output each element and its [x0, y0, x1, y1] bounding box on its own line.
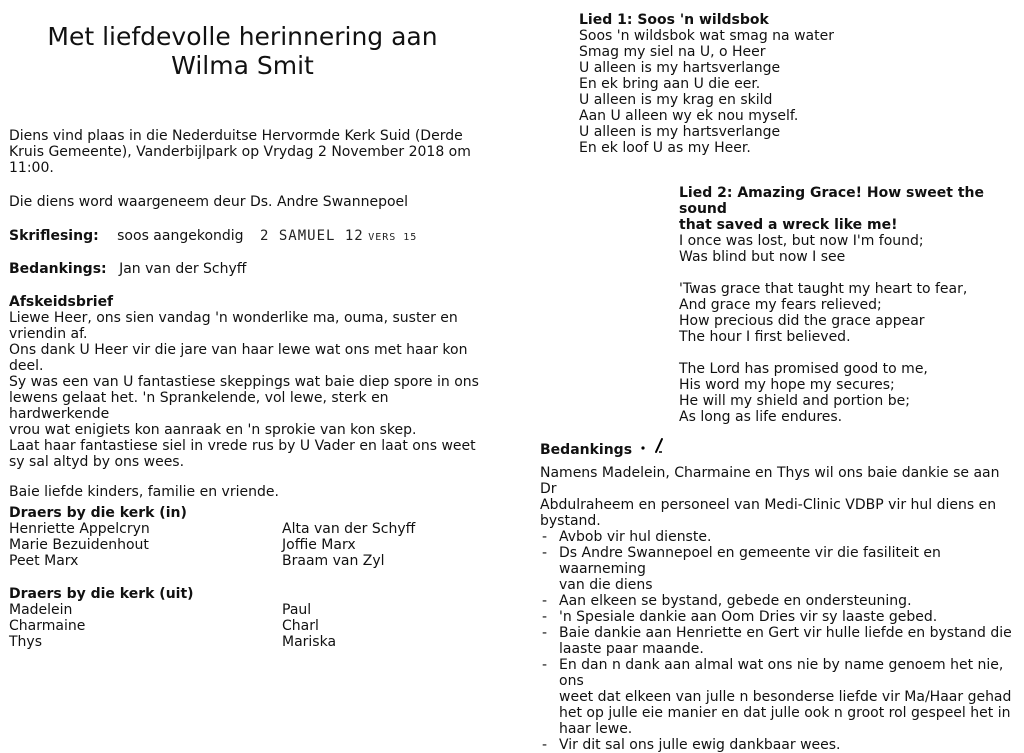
- thanks-person-label: Bedankings:: [9, 261, 107, 277]
- scripture-handwritten-reference: 2 SAMUEL 12: [260, 228, 364, 244]
- thanks-heading: Bedankings: [540, 442, 633, 458]
- service-info: Diens vind plaas in die Nederduitse Hervormde Kerk Suid (Derde Kruis Gemeente), Vanderbijlpark op Vrydag 2 November 2018 om 11:00.: [9, 128, 471, 176]
- song-line: U alleen is my krag en skild: [579, 92, 773, 108]
- song-line: The Lord has promised good to me,: [679, 361, 928, 377]
- list-item: [540, 657, 1020, 737]
- scripture-row: [9, 228, 489, 246]
- list-dash: -: [542, 529, 548, 545]
- stanza-gap: [679, 345, 1019, 361]
- title-line-1: Met liefdevolle herinnering aan: [47, 22, 438, 51]
- memorial-title: [0, 22, 485, 80]
- list-item: [540, 737, 1020, 753]
- title-line-2: Wilma Smit: [171, 51, 314, 80]
- bearers-in-right: [282, 521, 415, 569]
- song-2-heading-line-2: that saved a wreck like me!: [679, 217, 898, 233]
- scripture-handwritten-verse: VERS 15: [368, 232, 418, 243]
- list-line: 'n Spesiale dankie aan Oom Dries vir sy laaste gebed.: [559, 609, 938, 625]
- bearers-out-heading: Draers by die kerk (uit): [9, 586, 194, 602]
- list-line: het op julle eie manier en dat julle ook n groot rol gespeel het in: [559, 705, 1011, 721]
- service-led-by: Die diens word waargeneem deur Ds. Andre Swannepoel: [9, 194, 409, 210]
- list-line: weet dat elkeen van julle n besonderse liefde vir Ma/Haar gehad: [559, 689, 1012, 705]
- bearer-name: Henriette Appelcryn: [9, 521, 150, 537]
- list-dash: -: [542, 609, 548, 625]
- list-dash: -: [542, 593, 548, 609]
- song-line: The hour I first believed.: [679, 329, 851, 345]
- list-line: Baie dankie aan Henriette en Gert vir hulle liefde en bystand die: [559, 625, 1012, 641]
- farewell-line: Laat haar fantastiese siel in vrede rus by U Vader en laat ons weet: [9, 438, 476, 454]
- bearer-name: Alta van der Schyff: [282, 521, 416, 537]
- song-line: Soos 'n wildsbok wat smag na water: [579, 28, 834, 44]
- thanks-heading-row: [540, 436, 669, 458]
- bearer-name: Madelein: [9, 602, 73, 618]
- bearer-name: Charl: [282, 618, 319, 634]
- list-item: [540, 545, 1020, 593]
- song-line: Aan U alleen wy ek nou myself.: [579, 108, 799, 124]
- list-dash: -: [542, 545, 548, 561]
- list-line: En dan n dank aan almal wat ons nie by name genoem het nie, ons: [559, 657, 1004, 689]
- farewell-line: vriendin af.: [9, 326, 88, 342]
- thanks-intro-line: bystand.: [540, 513, 601, 529]
- list-item: [540, 609, 1020, 625]
- pen-mark-icon: [639, 436, 669, 458]
- list-line: haar lewe.: [559, 721, 633, 737]
- song-1-heading: Lied 1: Soos 'n wildsbok: [579, 12, 769, 28]
- song-line: Smag my siel na U, o Heer: [579, 44, 766, 60]
- bearers-out-left: [9, 602, 85, 650]
- bearer-name: Braam van Zyl: [282, 553, 385, 569]
- farewell-line: deel.: [9, 358, 44, 374]
- farewell-line: Liewe Heer, ons sien vandag 'n wonderlike ma, ouma, suster en: [9, 310, 458, 326]
- thanks-intro-line: Namens Madelein, Charmaine en Thys wil ons baie dankie se aan Dr: [540, 465, 1000, 497]
- list-dash: -: [542, 657, 548, 673]
- song-2-heading-line-1: Lied 2: Amazing Grace! How sweet the sound: [679, 185, 985, 217]
- thanks-list: [540, 529, 1020, 753]
- song-line: As long as life endures.: [679, 409, 843, 425]
- song-1: [579, 12, 834, 156]
- bearers-in-left: [9, 521, 150, 569]
- song-line: I once was lost, but now I'm found;: [679, 233, 924, 249]
- song-line: U alleen is my hartsverlange: [579, 60, 781, 76]
- song-line: Was blind but now I see: [679, 249, 846, 265]
- song-line: He will my shield and portion be;: [679, 393, 910, 409]
- song-2: [679, 185, 1019, 425]
- scripture-value: soos aangekondig: [117, 228, 244, 244]
- farewell-line: sy sal altyd by ons wees.: [9, 454, 185, 470]
- bearer-name: Paul: [282, 602, 312, 618]
- thanks-person-row: [9, 261, 246, 277]
- song-line: 'Twas grace that taught my heart to fear,: [679, 281, 968, 297]
- song-line: En ek bring aan U die eer.: [579, 76, 761, 92]
- farewell-signoff: Baie liefde kinders, familie en vriende.: [9, 484, 279, 500]
- thanks-person-value: Jan van der Schyff: [119, 261, 247, 277]
- bearers-in-heading: Draers by die kerk (in): [9, 505, 187, 521]
- thanks-body: [540, 465, 1020, 753]
- list-item: [540, 529, 1020, 545]
- bearer-name: Marie Bezuidenhout: [9, 537, 149, 553]
- list-line: Vir dit sal ons julle ewig dankbaar wees.: [559, 737, 841, 753]
- bearer-name: Peet Marx: [9, 553, 79, 569]
- song-line: How precious did the grace appear: [679, 313, 925, 329]
- list-dash: -: [542, 625, 548, 641]
- farewell-line: vrou wat enigiets kon aanraak en 'n sprokie van kon skep.: [9, 422, 417, 438]
- stanza-gap: [679, 265, 1019, 281]
- bearer-name: Mariska: [282, 634, 337, 650]
- thanks-intro-line: Abdulraheem en personeel van Medi-Clinic VDBP vir hul diens en: [540, 497, 997, 513]
- bearer-name: Charmaine: [9, 618, 86, 634]
- farewell-line: Ons dank U Heer vir die jare van haar lewe wat ons met haar kon: [9, 342, 468, 358]
- list-line: Aan elkeen se bystand, gebede en ondersteuning.: [559, 593, 912, 609]
- bearers-out-right: [282, 602, 336, 650]
- song-line: His word my hope my secures;: [679, 377, 895, 393]
- farewell-letter: [9, 294, 489, 500]
- bearer-name: Joffie Marx: [282, 537, 356, 553]
- list-line: van die diens: [559, 577, 653, 593]
- list-item: [540, 625, 1020, 657]
- farewell-line: Sy was een van U fantastiese skeppings wat baie diep spore in ons: [9, 374, 479, 390]
- list-dash: -: [542, 737, 548, 753]
- list-line: laaste paar maande.: [559, 641, 704, 657]
- song-line: And grace my fears relieved;: [679, 297, 882, 313]
- song-line: U alleen is my hartsverlange: [579, 124, 781, 140]
- scripture-label: Skriflesing:: [9, 228, 99, 244]
- farewell-heading: Afskeidsbrief: [9, 294, 114, 310]
- farewell-line: lewens gelaat het. 'n Sprankelende, vol lewe, sterk en hardwerkende: [9, 390, 389, 422]
- list-item: [540, 593, 1020, 609]
- bearer-name: Thys: [9, 634, 43, 650]
- list-line: Avbob vir hul dienste.: [559, 529, 712, 545]
- list-line: Ds Andre Swannepoel en gemeente vir die fasiliteit en waarneming: [559, 545, 941, 577]
- song-line: En ek loof U as my Heer.: [579, 140, 751, 156]
